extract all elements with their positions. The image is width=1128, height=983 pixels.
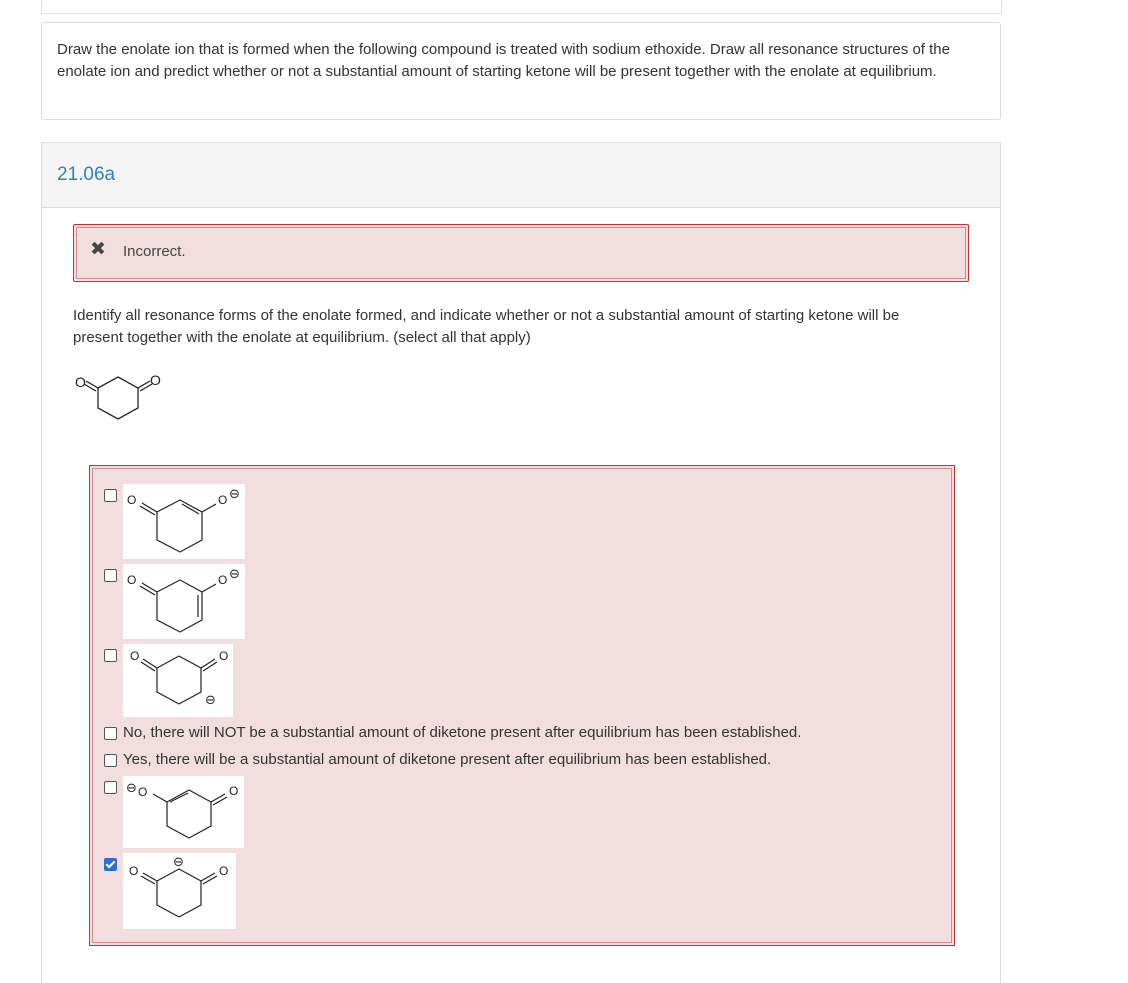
oxygen-label: O	[219, 864, 229, 878]
question-part-header	[42, 143, 1000, 208]
close-icon: ✖	[90, 239, 106, 260]
previous-section-edge	[41, 0, 1002, 14]
option-checkbox-checked[interactable]	[104, 858, 117, 871]
enolate-structure-image	[123, 776, 244, 848]
oxygen-label: O	[130, 649, 140, 663]
carbanion-structure-image	[123, 644, 233, 717]
alert-inner-border	[76, 227, 966, 279]
negative-charge-icon: ⊖	[229, 486, 240, 501]
starting-compound-structure	[72, 368, 172, 428]
oxygen-label: O	[229, 784, 239, 798]
carbanion-structure-image	[123, 853, 236, 929]
negative-charge-icon: ⊖	[173, 854, 184, 869]
option-checkbox[interactable]	[104, 489, 117, 502]
feedback-text: Incorrect.	[123, 243, 186, 260]
negative-charge-icon: ⊖	[126, 780, 137, 795]
option-checkbox[interactable]	[104, 754, 117, 767]
oxygen-label: O	[150, 372, 161, 388]
option-checkbox[interactable]	[104, 781, 117, 794]
oxygen-label: O	[218, 493, 228, 507]
oxygen-label: O	[138, 785, 148, 799]
question-part-card	[41, 142, 1001, 983]
question-prompt-text: Draw the enolate ion that is formed when the following compound is treated with sodium ethoxide. Draw all resonance structures of the enolate ion and predict whether or not a substantial amount of starting ketone will be present together with the enolate at equilibrium.	[57, 41, 950, 80]
oxygen-label: O	[127, 573, 137, 587]
negative-charge-icon: ⊖	[229, 566, 240, 581]
option-checkbox[interactable]	[104, 649, 117, 662]
incorrect-feedback-alert	[73, 224, 969, 282]
oxygen-label: O	[127, 493, 137, 507]
answer-options-box	[89, 465, 955, 946]
question-part-title: 21.06a	[57, 164, 116, 185]
question-instructions: Identify all resonance forms of the enolate formed, and indicate whether or not a substantial amount of starting ketone will be present together with the enolate at equilibrium. (select all that apply)	[73, 307, 900, 346]
option-checkbox[interactable]	[104, 569, 117, 582]
option-checkbox[interactable]	[104, 727, 117, 740]
negative-charge-icon: ⊖	[205, 692, 216, 707]
option-label: No, there will NOT be a substantial amount of diketone present after equilibrium has been established.	[123, 724, 802, 741]
oxygen-label: O	[218, 573, 228, 587]
option-label: Yes, there will be a substantial amount of diketone present after equilibrium has been established.	[123, 751, 772, 768]
question-prompt-card	[41, 22, 1001, 120]
oxygen-label: O	[219, 649, 229, 663]
enolate-structure-image	[123, 484, 245, 559]
oxygen-label: O	[75, 374, 86, 390]
oxygen-label: O	[129, 864, 139, 878]
enolate-structure-image	[123, 564, 245, 639]
